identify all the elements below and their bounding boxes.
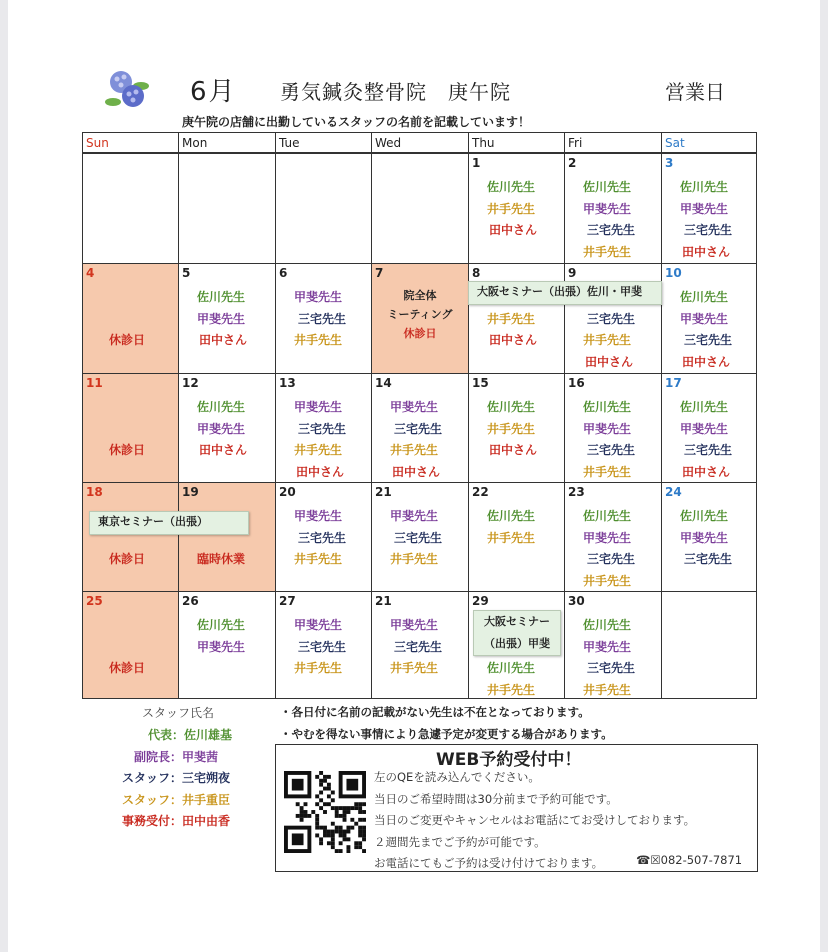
meeting-note: 院全体 [403, 289, 437, 302]
day-cell [468, 482, 564, 591]
day-cell [178, 263, 275, 373]
web-line: 左のQEを読み込んでください。 [374, 770, 540, 784]
staff-name: 井手先生 [487, 530, 536, 545]
day-cell [275, 153, 371, 263]
staff-name: 甲斐先生 [680, 311, 729, 326]
staff-name: 井手先生 [583, 244, 632, 259]
day-number: 17 [665, 376, 682, 390]
staff-name: 佐川先生 [197, 618, 246, 632]
weekday-header: Tue [275, 132, 371, 153]
staff-name: 三宅先生 [298, 530, 347, 545]
day-number: 25 [86, 594, 103, 608]
day-cell [82, 373, 178, 482]
staff-name: 田中さん [682, 244, 731, 259]
legend-item: 事務受付：田中由香 [122, 814, 231, 828]
weekday-header: Thu [468, 132, 564, 153]
staff-name: 井手先生 [390, 552, 439, 566]
web-line: お電話にてもご予約は受け付けております。 [374, 856, 604, 870]
weekday-header: Sun [82, 132, 178, 153]
staff-name: 三宅先生 [298, 421, 347, 436]
qr-code-icon[interactable] [284, 771, 366, 853]
web-line: 当日のご希望時間は30分前まで予約可能です。 [374, 792, 618, 806]
staff-name: 三宅先生 [587, 443, 636, 457]
staff-name: 三宅先生 [587, 552, 636, 566]
day-cell [468, 373, 564, 482]
staff-name: 田中さん [682, 354, 731, 369]
staff-name: 三宅先生 [394, 530, 443, 545]
staff-name: 佐川先生 [487, 661, 536, 675]
hydrangea-flower-icon [103, 68, 151, 110]
day-number: 7 [375, 266, 384, 280]
day-number: 16 [568, 376, 585, 390]
closed-label: 臨時休業 [197, 552, 246, 566]
staff-name: 井手先生 [390, 661, 439, 675]
staff-name: 井手先生 [294, 661, 343, 675]
day-number: 20 [279, 485, 296, 499]
day-cell [371, 153, 468, 263]
phone-number[interactable]: ☎☒082-507-7871 [636, 853, 743, 867]
staff-name: 甲斐先生 [390, 618, 439, 632]
day-number: 2 [568, 156, 577, 170]
staff-name: 佐川先生 [197, 290, 246, 304]
web-reservation-title: WEB予約受付中！ [436, 750, 582, 770]
weekday-header: Wed [371, 132, 468, 153]
day-number: 14 [375, 376, 392, 390]
web-line: ２週間先までご予約が可能です。 [374, 835, 546, 849]
staff-name: 佐川先生 [583, 618, 632, 632]
staff-name: 佐川先生 [680, 290, 729, 304]
staff-name: 井手先生 [487, 421, 536, 436]
staff-name: 三宅先生 [684, 223, 733, 237]
day-number: 23 [568, 485, 585, 499]
day-cell [661, 263, 757, 373]
closed-label: 休診日 [109, 443, 146, 457]
day-cell [275, 482, 371, 591]
staff-name: 田中さん [199, 443, 248, 457]
staff-name: 田中さん [296, 464, 345, 479]
day-number: 8 [472, 266, 481, 280]
day-number: 4 [86, 266, 95, 280]
day-cell [564, 373, 661, 482]
closed-label: 休診日 [109, 552, 146, 566]
staff-name: 甲斐先生 [583, 639, 632, 654]
staff-name: 田中さん [392, 464, 441, 479]
staff-name: 三宅先生 [684, 333, 733, 347]
day-cell [661, 153, 757, 263]
day-cell [661, 373, 757, 482]
legend-item: 代表：佐川雄基 [148, 728, 233, 742]
staff-name: 佐川先生 [680, 180, 729, 194]
staff-name: 三宅先生 [298, 311, 347, 326]
staff-name: 佐川先生 [487, 400, 536, 414]
day-cell [82, 482, 178, 591]
weekday-header: Fri [564, 132, 661, 153]
staff-name: 甲斐先生 [583, 530, 632, 545]
staff-name: 甲斐先生 [583, 421, 632, 436]
staff-name: 田中さん [682, 464, 731, 479]
staff-name: 佐川先生 [680, 400, 729, 414]
staff-name: 田中さん [489, 333, 538, 347]
staff-name: 三宅先生 [587, 661, 636, 675]
staff-name: 井手先生 [583, 464, 632, 479]
day-cell [82, 153, 178, 263]
staff-name: 甲斐先生 [390, 400, 439, 414]
day-cell [275, 373, 371, 482]
osaka-seminar-banner-2 [473, 610, 561, 656]
day-number: 21 [375, 485, 392, 499]
staff-name: 井手先生 [583, 682, 632, 697]
day-number: 21 [375, 594, 392, 608]
staff-name: 井手先生 [487, 201, 536, 216]
month-title: 6月 [190, 77, 237, 107]
notice-absence: ・各日付に名前の記載がない先生は不在となっております。 [280, 705, 590, 719]
web-line: 当日のご変更やキャンセルはお電話にてお受けしております。 [374, 813, 696, 827]
day-cell [661, 591, 757, 699]
day-number: 1 [472, 156, 481, 170]
staff-name: 佐川先生 [583, 180, 632, 194]
staff-name: 井手先生 [583, 333, 632, 347]
closed-label: 休診日 [109, 661, 146, 675]
day-cell [371, 591, 468, 699]
staff-name: 井手先生 [294, 443, 343, 457]
staff-name: 井手先生 [390, 443, 439, 457]
day-number: 6 [279, 266, 288, 280]
day-cell [468, 263, 564, 373]
staff-name: 井手先生 [487, 311, 536, 326]
notice-change: ・やむを得ない事情により急遽予定が変更する場合があります。 [280, 727, 613, 741]
day-cell [564, 153, 661, 263]
day-number: 22 [472, 485, 489, 499]
day-cell [275, 591, 371, 699]
day-number: 12 [182, 376, 199, 390]
meeting-note: ミーティング [387, 308, 453, 321]
staff-name: 田中さん [199, 333, 248, 347]
staff-name: 佐川先生 [197, 400, 246, 414]
weekday-header: Mon [178, 132, 275, 153]
day-cell [468, 153, 564, 263]
staff-name: 甲斐先生 [294, 509, 343, 523]
day-number: 10 [665, 266, 682, 280]
staff-name: 佐川先生 [583, 509, 632, 523]
day-number: 26 [182, 594, 199, 608]
staff-name: 甲斐先生 [197, 421, 246, 436]
day-cell [371, 263, 468, 373]
legend-item: スタッフ：三宅朔夜 [122, 771, 231, 785]
staff-name: 三宅先生 [394, 639, 443, 654]
day-cell [178, 591, 275, 699]
day-cell [661, 482, 757, 591]
staff-name: 三宅先生 [587, 223, 636, 237]
day-number: 3 [665, 156, 674, 170]
closed-label: 休診日 [109, 333, 146, 347]
banner-line: 大阪セミナー [484, 615, 550, 628]
day-cell [82, 263, 178, 373]
staff-name: 甲斐先生 [197, 639, 246, 654]
subtitle: 庚午院の店舗に出勤しているスタッフの名前を記載しています！ [182, 115, 531, 129]
day-number: 29 [472, 594, 489, 608]
day-cell [371, 482, 468, 591]
day-number: 19 [182, 485, 199, 499]
day-cell [564, 263, 661, 373]
meeting-note: 休診日 [403, 327, 437, 340]
day-cell [371, 373, 468, 482]
day-number: 24 [665, 485, 682, 499]
staff-name: 三宅先生 [587, 311, 636, 326]
legend-item: スタッフ：井手重臣 [122, 792, 231, 807]
day-number: 13 [279, 376, 296, 390]
staff-name: 甲斐先生 [680, 530, 729, 545]
staff-name: 三宅先生 [394, 421, 443, 436]
day-cell [178, 153, 275, 263]
staff-name: 甲斐先生 [294, 290, 343, 304]
day-cell [82, 591, 178, 699]
day-cell [178, 373, 275, 482]
staff-name: 佐川先生 [487, 509, 536, 523]
staff-name: 井手先生 [294, 552, 343, 566]
staff-name: 甲斐先生 [294, 618, 343, 632]
weekday-header: Sat [661, 132, 757, 153]
day-cell [564, 591, 661, 699]
legend-item: 副院長：甲斐茜 [134, 749, 219, 764]
staff-name: 井手先生 [583, 573, 632, 588]
day-cell [564, 482, 661, 591]
staff-name: 井手先生 [487, 682, 536, 697]
staff-name: 佐川先生 [583, 400, 632, 414]
day-number: 11 [86, 376, 103, 390]
staff-name: 佐川先生 [487, 180, 536, 194]
banner-line: （出張）甲斐 [484, 637, 550, 650]
tokyo-seminar-banner: 東京セミナー（出張） [89, 511, 249, 535]
clinic-name: 勇気鍼灸整骨院 庚午院 [280, 80, 511, 104]
day-cell [178, 482, 275, 591]
staff-name: 田中さん [489, 443, 538, 457]
staff-name: 甲斐先生 [294, 400, 343, 414]
staff-name: 田中さん [585, 354, 634, 369]
staff-name: 三宅先生 [298, 639, 347, 654]
day-number: 27 [279, 594, 296, 608]
staff-name: 甲斐先生 [390, 509, 439, 523]
osaka-seminar-banner: 大阪セミナー（出張）佐川・甲斐 [468, 281, 662, 305]
staff-name: 井手先生 [294, 333, 343, 347]
staff-name: 田中さん [489, 223, 538, 237]
day-number: 9 [568, 266, 577, 280]
staff-name: 三宅先生 [684, 443, 733, 457]
staff-name: 甲斐先生 [197, 311, 246, 326]
day-number: 15 [472, 376, 489, 390]
staff-name: 甲斐先生 [583, 201, 632, 216]
day-number: 18 [86, 485, 103, 499]
day-number: 5 [182, 266, 191, 280]
staff-name: 三宅先生 [684, 552, 733, 566]
page-title: 営業日 [665, 80, 725, 104]
day-number: 30 [568, 594, 585, 608]
staff-name: 甲斐先生 [680, 201, 729, 216]
schedule-sheet [8, 0, 820, 952]
legend-title: スタッフ氏名 [142, 706, 215, 720]
staff-name: 佐川先生 [680, 509, 729, 523]
staff-name: 甲斐先生 [680, 421, 729, 436]
day-cell [275, 263, 371, 373]
